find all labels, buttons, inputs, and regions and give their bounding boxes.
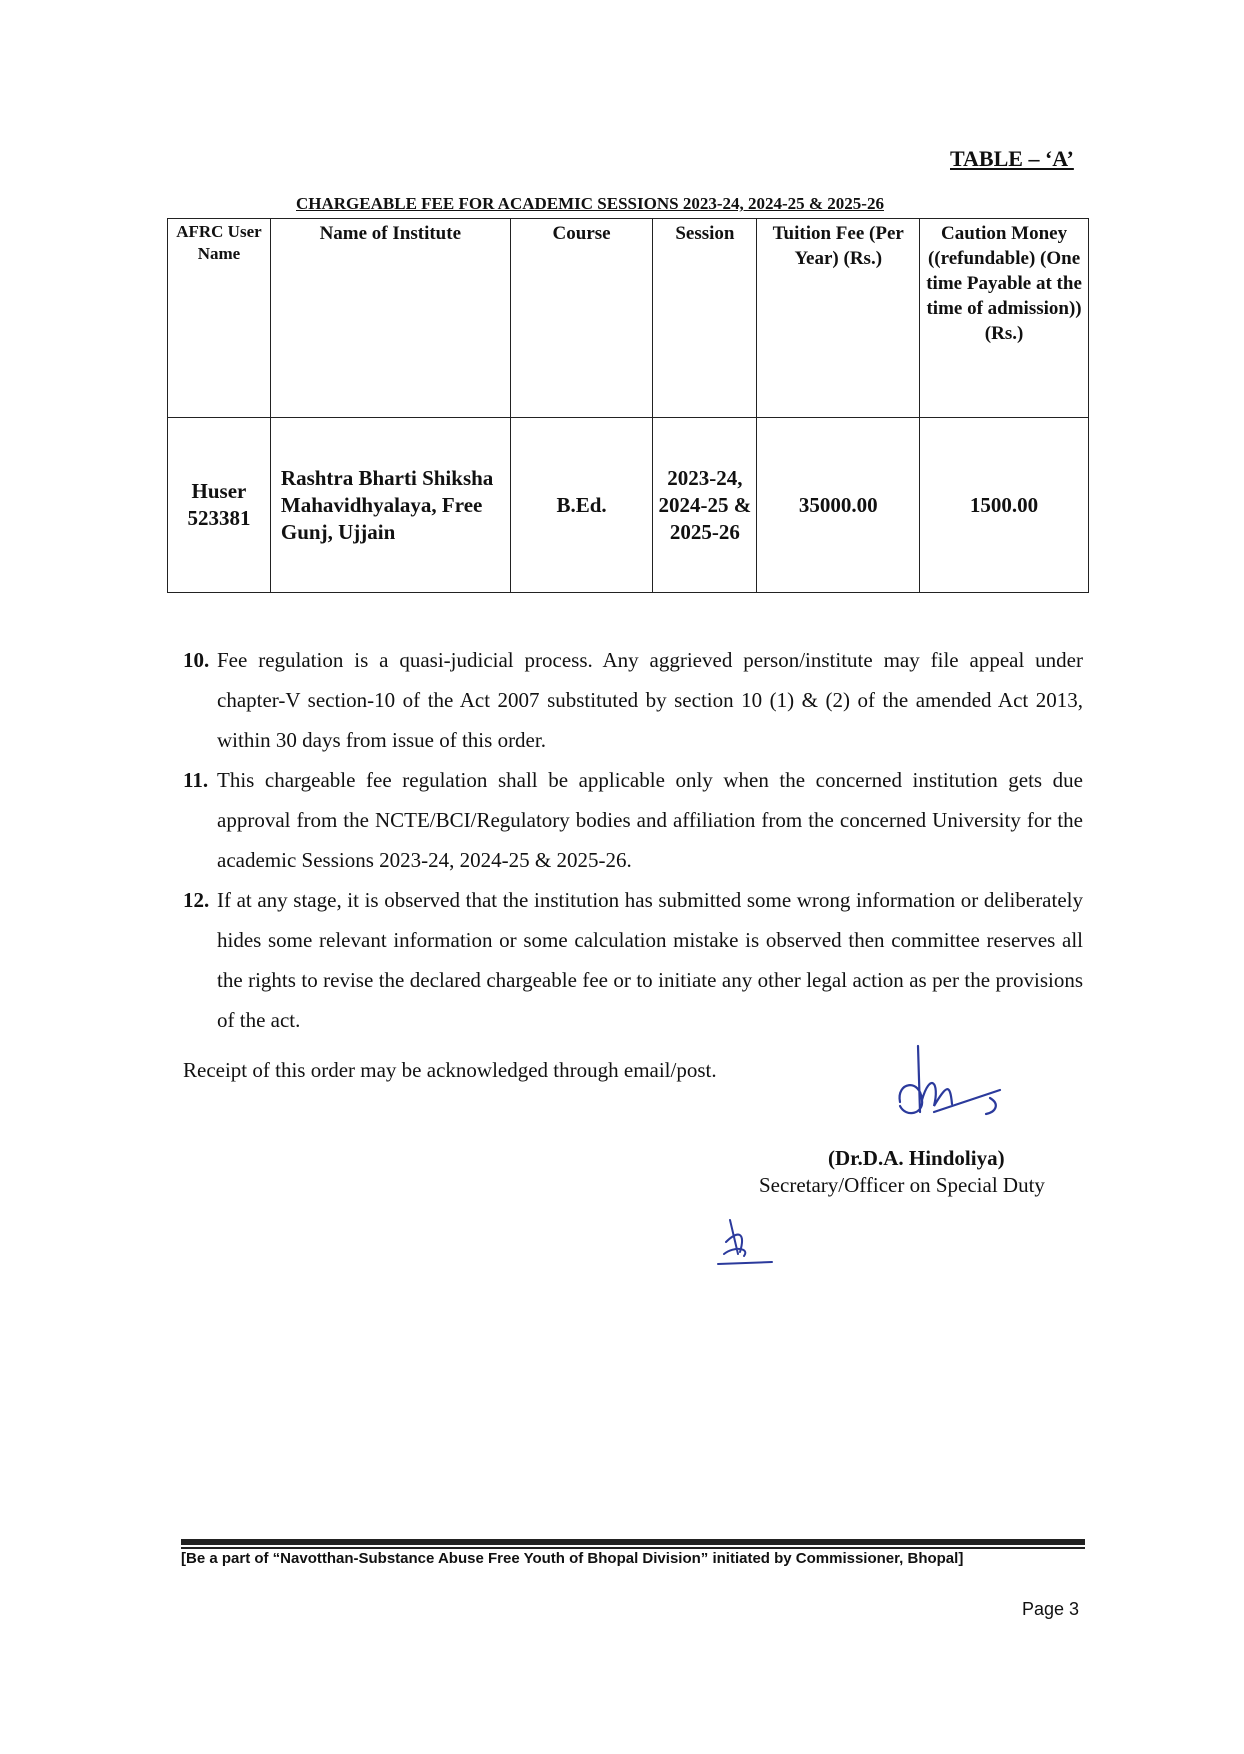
clause-12 [183, 880, 1083, 1040]
clause-number: 10. [183, 648, 210, 672]
clause-10 [183, 640, 1083, 760]
initials-image [710, 1212, 780, 1272]
header-session: Session [653, 219, 757, 418]
table-reference: TABLE – ‘A’ [950, 146, 1074, 171]
page-number: Page 3 [1022, 1599, 1080, 1619]
cell-caution-money: 1500.00 [920, 418, 1089, 593]
header-name-of-institute: Name of Institute [270, 219, 510, 418]
clause-number: 12. [183, 888, 210, 912]
fee-table [167, 218, 1089, 593]
header-tuition-fee: Tuition Fee (Per Year) (Rs.) [757, 219, 920, 418]
clause-number: 11. [183, 768, 209, 792]
cell-course: B.Ed. [510, 418, 653, 593]
cell-institute-name: Rashtra Bharti Shiksha Mahavidhyalaya, Free Gunj, Ujjain [270, 418, 510, 593]
order-clauses [183, 640, 1083, 1040]
footer-note: [Be a part of “Navotthan-Substance Abuse Free Youth of Bhopal Division” initiated by Commissioner, Bhopal] [181, 1550, 964, 1567]
clause-11 [183, 760, 1083, 880]
footer-rule-thick [181, 1539, 1085, 1545]
clause-text: This chargeable fee regulation shall be applicable only when the concerned institution gets due approval from the NCTE/BCI/Regulatory bodies and affiliation from the concerned University for the academic Sessions 2023-24, 2024-25 & 2025-26. [217, 768, 1083, 872]
cell-afrc-user-name: Huser 523381 [168, 418, 271, 593]
table-caption: CHARGEABLE FEE FOR ACADEMIC SESSIONS 2023-24, 2024-25 & 2025-26 [296, 194, 884, 213]
signatory-designation: Secretary/Officer on Special Duty [759, 1173, 1045, 1197]
clause-text: Fee regulation is a quasi-judicial process. Any aggrieved person/institute may file appeal under chapter-V section-10 of the Act 2007 substituted by section 10 (1) & (2) of the amended Act 2013, within 30 days from issue of this order. [217, 648, 1083, 752]
receipt-note: Receipt of this order may be acknowledged through email/post. [183, 1058, 717, 1082]
cell-session: 2023-24, 2024-25 & 2025-26 [653, 418, 757, 593]
signature-image [890, 1042, 1010, 1142]
header-caution-money: Caution Money ((refundable) (One time Payable at the time of admission)) (Rs.) [920, 219, 1089, 418]
clause-text: If at any stage, it is observed that the institution has submitted some wrong information or deliberately hides some relevant information or some calculation mistake is observed then committee reserves all the rights to revise the declared chargeable fee or to initiate any other legal action as per the provisions of the act. [217, 888, 1083, 1032]
footer-rule-thin [181, 1547, 1085, 1549]
cell-tuition-fee: 35000.00 [757, 418, 920, 593]
header-afrc-user-name: AFRC User Name [168, 219, 271, 418]
table-row [168, 418, 1089, 593]
header-course: Course [510, 219, 653, 418]
signatory-name: (Dr.D.A. Hindoliya) [828, 1146, 1005, 1170]
table-header-row [168, 219, 1089, 418]
